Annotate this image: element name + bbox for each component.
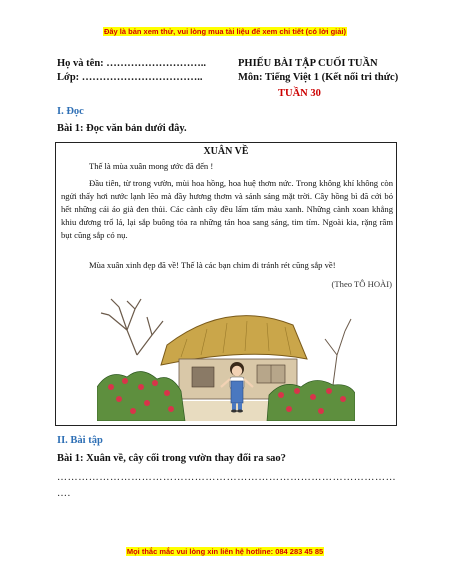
hotline-text: Mọi thắc mắc vui lòng xin liên hệ hotline: 084 283 45 85 <box>126 547 324 556</box>
passage-title: XUÂN VỀ <box>203 146 249 157</box>
passage-author: (Theo TÔ HOÀI) <box>331 279 392 289</box>
reading-section-heading: I. Đọc <box>57 106 84 117</box>
week-label: TUẦN 30 <box>278 88 321 99</box>
class-label: Lớp: …………………………….. <box>57 72 203 83</box>
reading-passage-box <box>55 142 397 426</box>
student-name-label: Họ và tên: ……………………….. <box>57 58 207 69</box>
sheet-title: PHIẾU BÀI TẬP CUỐI TUẦN <box>238 58 378 69</box>
exercise-section-heading: II. Bài tập <box>57 435 103 446</box>
reading-task: Bài 1: Đọc văn bản dưới đây. <box>57 123 187 134</box>
preview-notice-banner <box>0 27 450 36</box>
passage-paragraph-2: Đầu tiên, từ trong vườn, mùi hoa hồng, hoa huệ thơm nức. Trong không khí không còn ngửi thấy hơi nước lạnh lẽo mà đầy hương thơm và sánh sáng mặt trời. Cây hồng bì đã cởi bỏ hết những cái áo già đen thủi. Các cành cây đều lấm tấm màu xanh. Những cành xoan khẳng khiu đương trổ lá, lại sắp buông tỏa ra những tán hoa sang sáng, tim tím. Ngoài kia, rặng râm bụt cũng sắp có nụ. <box>61 178 393 240</box>
answer-line-2[interactable]: …. <box>57 488 71 499</box>
answer-line-1[interactable]: …………………………………………………………………………………… <box>57 472 397 483</box>
spring-garden-illustration <box>97 295 355 421</box>
exercise-question-1: Bài 1: Xuân về, cây cối trong vườn thay đổi ra sao? <box>57 453 286 464</box>
hotline-banner <box>0 547 450 556</box>
subject-label: Môn: Tiếng Việt 1 (Kết nối tri thức) <box>238 72 399 83</box>
preview-notice-text: Đây là bản xem thử, vui lòng mua tài liệu để xem chi tiết (có lời giải) <box>103 27 347 36</box>
passage-paragraph-3: Mùa xuân xinh đẹp đã về! Thế là các bạn chim đi tránh rét cũng sắp về! <box>89 260 336 270</box>
passage-paragraph-1: Thế là mùa xuân mong ước đã đến ! <box>89 161 214 171</box>
